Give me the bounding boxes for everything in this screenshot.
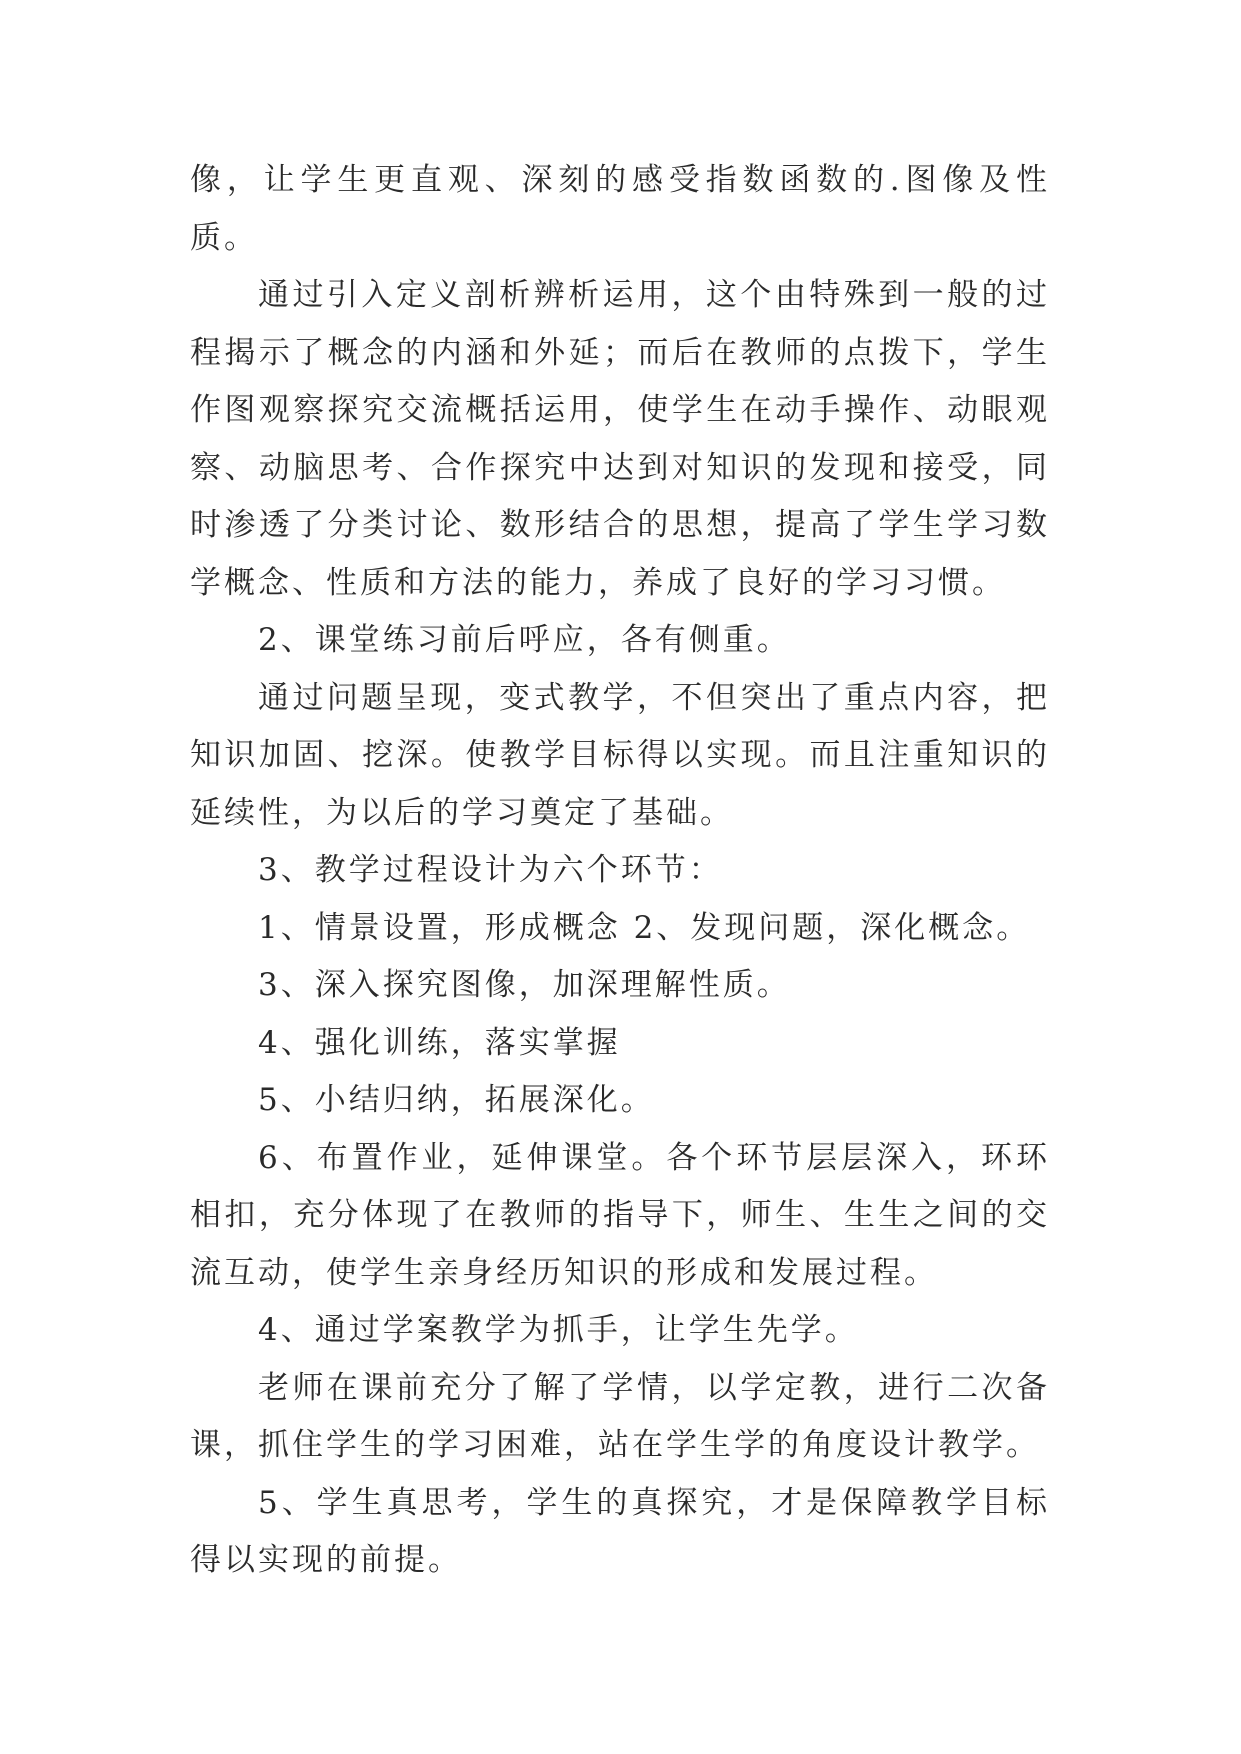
paragraph-continuation: 像，让学生更直观、深刻的感受指数函数的.图像及性质。: [190, 162, 1050, 256]
paragraph-definition-analysis: 通过引入定义剖析辨析运用，这个由特殊到一般的过程揭示了概念的内涵和外延；而后在教师的点拨下，学生作图观察探究交流概括运用，使学生在动手操作、动眼观察、动脑思考、合作探究中达到对知识的发现和接受，同时渗透了分类讨论、数形结合的思想，提高了学生学习数学概念、性质和方法的能力，养成了良好的学习习惯。: [190, 277, 1050, 601]
paragraph-step-1-2: 1、情景设置，形成概念 2、发现问题，深化概念。: [258, 909, 1031, 946]
paragraph-heading-real-thinking: 5、学生真思考，学生的真探究，才是保障教学目标得以实现的前提。: [190, 1484, 1050, 1578]
document-body: [190, 152, 1050, 1590]
paragraph-step-6: 6、布置作业，延伸课堂。各个环节层层深入，环环相扣，充分体现了在教师的指导下，师生、生生之间的交流互动，使学生亲身经历知识的形成和发展过程。: [190, 1139, 1050, 1291]
paragraph-heading-study-plan: 4、通过学案教学为抓手，让学生先学。: [258, 1312, 859, 1348]
paragraph-teacher-preparation: 老师在课前充分了解了学情，以学定教，进行二次备课，抓住学生的学习困难，站在学生学的角度设计教学。: [190, 1369, 1050, 1463]
paragraph-heading-exercises: 2、课堂练习前后呼应，各有侧重。: [258, 622, 791, 658]
paragraph-step-3: 3、深入探究图像，加深理解性质。: [258, 967, 791, 1003]
paragraph-step-4: 4、强化训练，落实掌握: [258, 1024, 621, 1061]
paragraph-step-5: 5、小结归纳，拓展深化。: [258, 1082, 655, 1118]
paragraph-problem-presentation: 通过问题呈现，变式教学，不但突出了重点内容，把知识加固、挖深。使教学目标得以实现。而且注重知识的延续性，为以后的学习奠定了基础。: [190, 679, 1050, 831]
paragraph-heading-process: 3、教学过程设计为六个环节：: [258, 852, 723, 888]
